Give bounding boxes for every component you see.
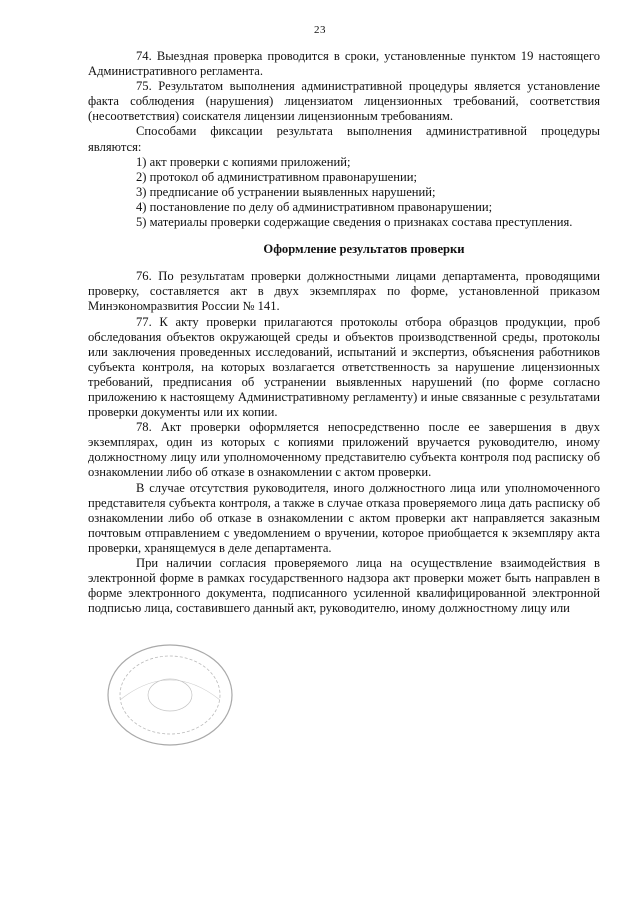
section-heading: Оформление результатов проверки [263, 242, 465, 257]
paragraph-78: 78. Акт проверки оформляется непосредственно после ее завершения в двух экземплярах, один из которых с копиями приложений вручается руководителю, иному должностному лицу или уполномоченному представителю субъекта контроля под расписку об ознакомлении либо об отказе в ознакомлении с актом проверки. [88, 420, 600, 480]
paragraph-77: 77. К акту проверки прилагаются протоколы отбора образцов продукции, проб обследования объектов окружающей среды и объектов производственной среды, протоколы или заключения проведенных исследований, испытаний и экспертиз, объяснения работников субъекта контроля, на которых возлагается ответственность за нарушение лицензионных требований, предписания об устранении выявленных нарушений (по форме согласно приложению к настоящему Административному регламенту) и иные связанные с результатами проверки документы или их копии. [88, 314, 600, 420]
official-seal-stamp [100, 640, 270, 750]
paragraph-75: 75. Результатом выполнения административной процедуры является установление факта соблюдения (нарушения) лицензиатом лицензионных требований, соответствия (несоответствия) соискателя лицензии лицензионным требованиям. [88, 79, 600, 124]
list-item-2: 2) протокол об административном правонарушении; [136, 169, 417, 184]
paragraph-76: 76. По результатам проверки должностными лицами департамента, проводящими проверку, составляется акт в двух экземплярах по форме, установленной приказом Минэкономразвития России № 141. [88, 269, 600, 314]
page-number: 23 [314, 24, 326, 36]
list-item-1: 1) акт проверки с копиями приложений; [136, 154, 351, 169]
paragraph-74: 74. Выездная проверка проводится в сроки, установленные пунктом 19 настоящего Административного регламента. [88, 49, 600, 79]
paragraph-78-electronic: При наличии согласия проверяемого лица на осуществление взаимодействия в электронной форме в рамках государственного надзора акт проверки может быть направлен в форме электронного документа, подписанного усиленной квалифицированной электронной подписью лица, составившего данный акт, руководителю, иному должностному лицу или [88, 556, 600, 616]
paragraph-78-absence: В случае отсутствия руководителя, иного должностного лица или уполномоченного представителя субъекта контроля, а также в случае отказа проверяемого лица дать расписку об ознакомлении либо об отказе в ознакомлении с актом проверки акт направляется заказным почтовым отправлением с уведомлением о вручении, которое приобщается к экземпляру акта проверки, хранящемуся в деле департамента. [88, 480, 600, 555]
list-item-4: 4) постановление по делу об административном правонарушении; [136, 199, 493, 214]
list-item-5: 5) материалы проверки содержащие сведения о признаках состава преступления. [136, 215, 573, 230]
fixation-intro: Способами фиксации результата выполнения административной процедуры являются: [88, 124, 600, 154]
document-body [88, 49, 600, 616]
list-item-3: 3) предписание об устранении выявленных нарушений; [136, 184, 436, 199]
